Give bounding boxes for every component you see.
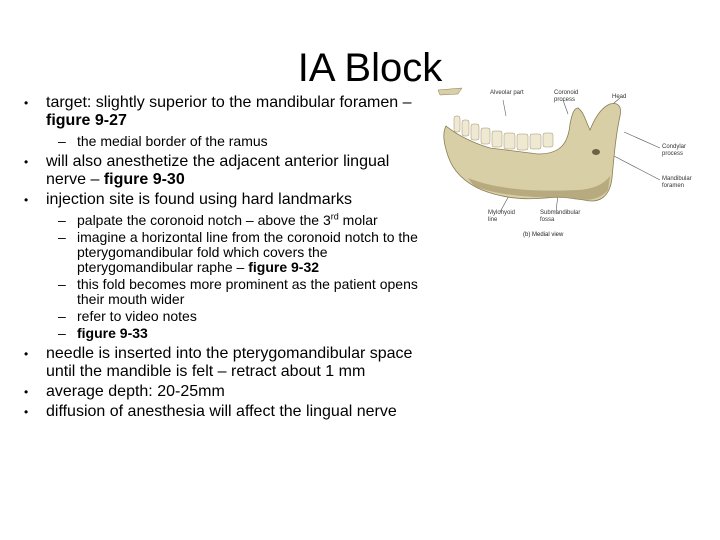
sub-bullet-coronoid-notch — [22, 213, 422, 228]
bullet-text: palpate the coronoid notch – above the 3 — [77, 212, 331, 228]
bullet-text: imagine a horizontal line from the coronoid notch to the pterygomandibular fold which covers the pterygomandibular raphe – — [77, 229, 418, 275]
sub-bullet-horizontal-line — [22, 230, 422, 275]
bullet-text: average depth: 20-25mm — [46, 383, 225, 400]
label-condylar-process: Condylar process — [662, 144, 687, 157]
bone-fragment — [438, 88, 462, 95]
sub-bullet-figure-9-33 — [22, 326, 422, 341]
bullet-text: the medial border of the ramus — [77, 133, 268, 149]
figure-reference: figure 9-32 — [248, 259, 320, 275]
sub-bullet-video-notes — [22, 309, 422, 324]
bullet-lingual-nerve — [22, 153, 422, 189]
bullet-needle-inserted — [22, 345, 422, 381]
bullet-text: molar — [338, 212, 378, 228]
label-mylohyoid-line: Mylohyoid line — [488, 210, 516, 223]
label-head: Head — [612, 94, 627, 100]
bullet-list — [22, 94, 422, 421]
label-alveolar-part: Alveolar part — [490, 90, 524, 96]
slide-title: IA Block — [297, 46, 443, 90]
bullet-text: injection site is found using hard landmarks — [46, 191, 352, 208]
label-mandibular-foramen: Mandibular foramen — [662, 176, 692, 189]
mandible-medial-view-figure — [428, 86, 720, 246]
bullet-text: will also anesthetize the adjacent anterior lingual nerve – — [46, 153, 390, 188]
mandibular-foramen-mark — [592, 149, 600, 155]
figure-reference: figure 9-27 — [46, 112, 127, 129]
bullet-average-depth — [22, 383, 422, 401]
label-submandibular-fossa: Submandibular fossa — [540, 210, 581, 223]
bullet-injection-site — [22, 191, 422, 209]
bullet-target — [22, 94, 422, 130]
figure-reference: figure 9-30 — [103, 171, 185, 188]
sub-bullet-medial-border — [22, 134, 422, 149]
bullet-text: this fold becomes more prominent as the patient opens their mouth wider — [77, 276, 418, 307]
figure-reference: figure 9-33 — [77, 325, 148, 341]
bullet-text: diffusion of anesthesia will affect the lingual nerve — [46, 403, 397, 420]
sub-bullet-fold-prominent — [22, 277, 422, 307]
bullet-diffusion — [22, 403, 422, 421]
bullet-text: needle is inserted into the pterygomandibular space until the mandible is felt – retract about 1 mm — [46, 345, 413, 380]
figure-caption: (b) Medial view — [523, 232, 564, 238]
bullet-text: refer to video notes — [77, 308, 197, 324]
ordinal-suffix: rd — [330, 211, 339, 222]
label-coronoid-process: Coronoid process — [554, 90, 579, 103]
bullet-text: target: slightly superior to the mandibular foramen – — [46, 94, 412, 111]
